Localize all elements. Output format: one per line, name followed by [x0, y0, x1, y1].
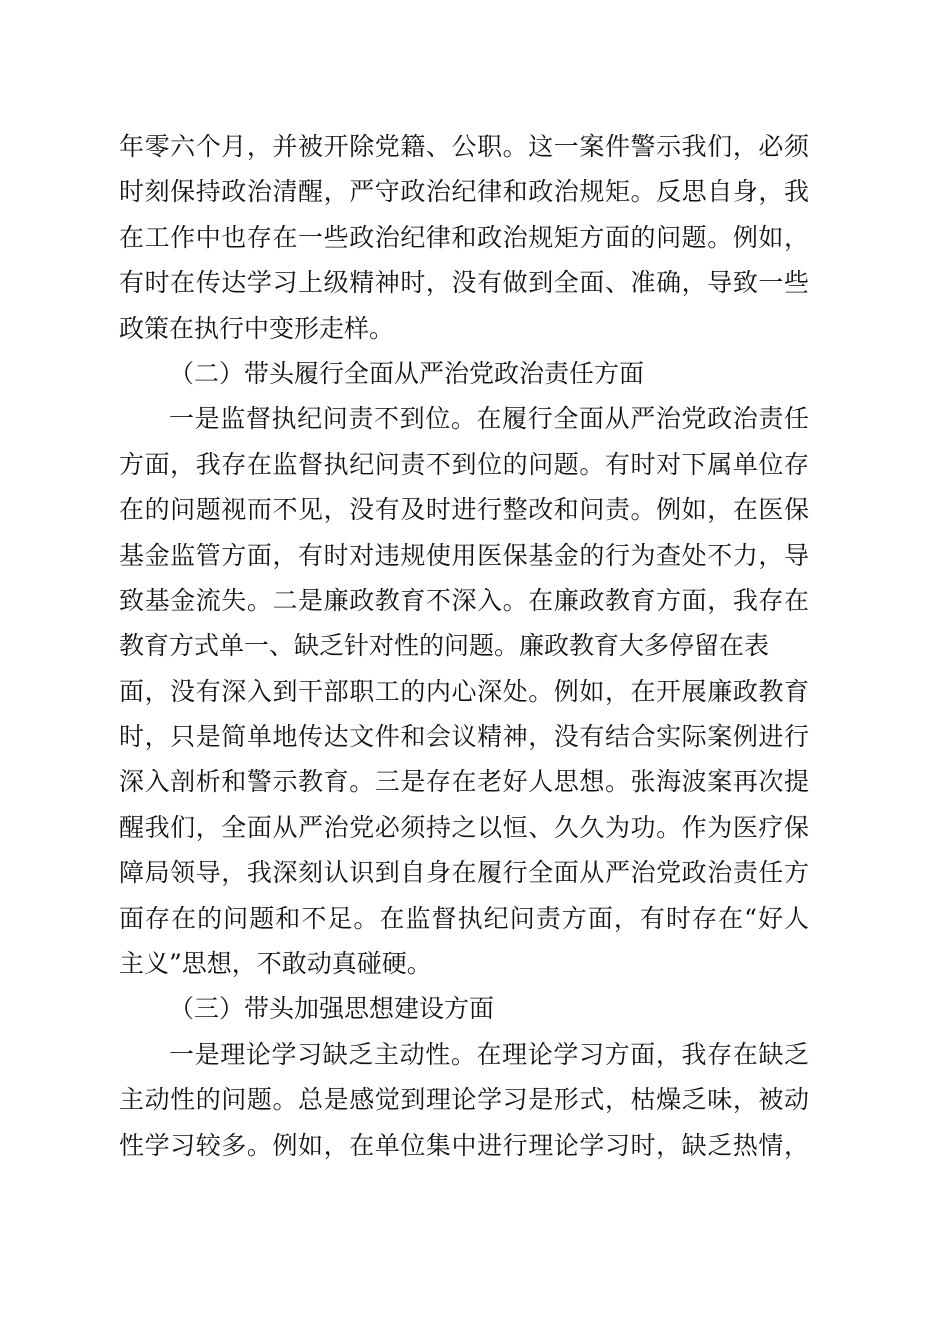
text-line: 主义”思想，不敢动真碰硬。	[119, 949, 432, 979]
text-line: 深入剖析和警示教育。三是存在老好人思想。张海波案再次提	[119, 767, 809, 797]
text-line: 醒我们，全面从严治党必须持之以恒、久久为功。作为医疗保	[119, 812, 809, 842]
text-line: 政策在执行中变形走样。	[119, 313, 395, 343]
paragraph-first-line: 一是监督执纪问责不到位。在履行全面从严治党政治责任	[169, 404, 809, 434]
text-line: 性学习较多。例如，在单位集中进行理论学习时，缺乏热情，	[119, 1130, 809, 1160]
document-body	[119, 124, 809, 1168]
text-line: 年零六个月，并被开除党籍、公职。这一案件警示我们，必须	[119, 132, 809, 161]
text-line: 在工作中也存在一些政治纪律和政治规矩方面的问题。例如，	[119, 222, 809, 252]
text-line: 时，只是简单地传达文件和会议精神，没有结合实际案例进行	[119, 722, 809, 752]
section-heading-3: （三）带头加强思想建设方面	[169, 994, 495, 1024]
section-heading-2: （二）带头履行全面从严治党政治责任方面	[169, 358, 645, 388]
text-line: 时刻保持政治清醒，严守政治纪律和政治规矩。反思自身，我	[119, 177, 809, 207]
text-line: 教育方式单一、缺乏针对性的问题。廉政教育大多停留在表	[119, 631, 770, 661]
text-line: 方面，我存在监督执纪问责不到位的问题。有时对下属单位存	[119, 449, 809, 479]
text-line: 基金监管方面，有时对违规使用医保基金的行为查处不力，导	[119, 540, 809, 570]
text-line: 在的问题视而不见，没有及时进行整改和问责。例如，在医保	[119, 495, 809, 525]
text-line: 面，没有深入到干部职工的内心深处。例如，在开展廉政教育	[119, 676, 809, 706]
text-line: 面存在的问题和不足。在监督执纪问责方面，有时存在“好人	[119, 903, 809, 933]
text-line: 主动性的问题。总是感觉到理论学习是形式，枯燥乏味，被动	[119, 1085, 809, 1115]
text-line: 有时在传达学习上级精神时，没有做到全面、准确，导致一些	[119, 268, 809, 298]
text-line: 致基金流失。二是廉政教育不深入。在廉政教育方面，我存在	[119, 585, 809, 615]
text-line: 障局领导，我深刻认识到自身在履行全面从严治党政治责任方	[119, 858, 809, 888]
paragraph-first-line: 一是理论学习缺乏主动性。在理论学习方面，我存在缺乏	[169, 1039, 809, 1069]
